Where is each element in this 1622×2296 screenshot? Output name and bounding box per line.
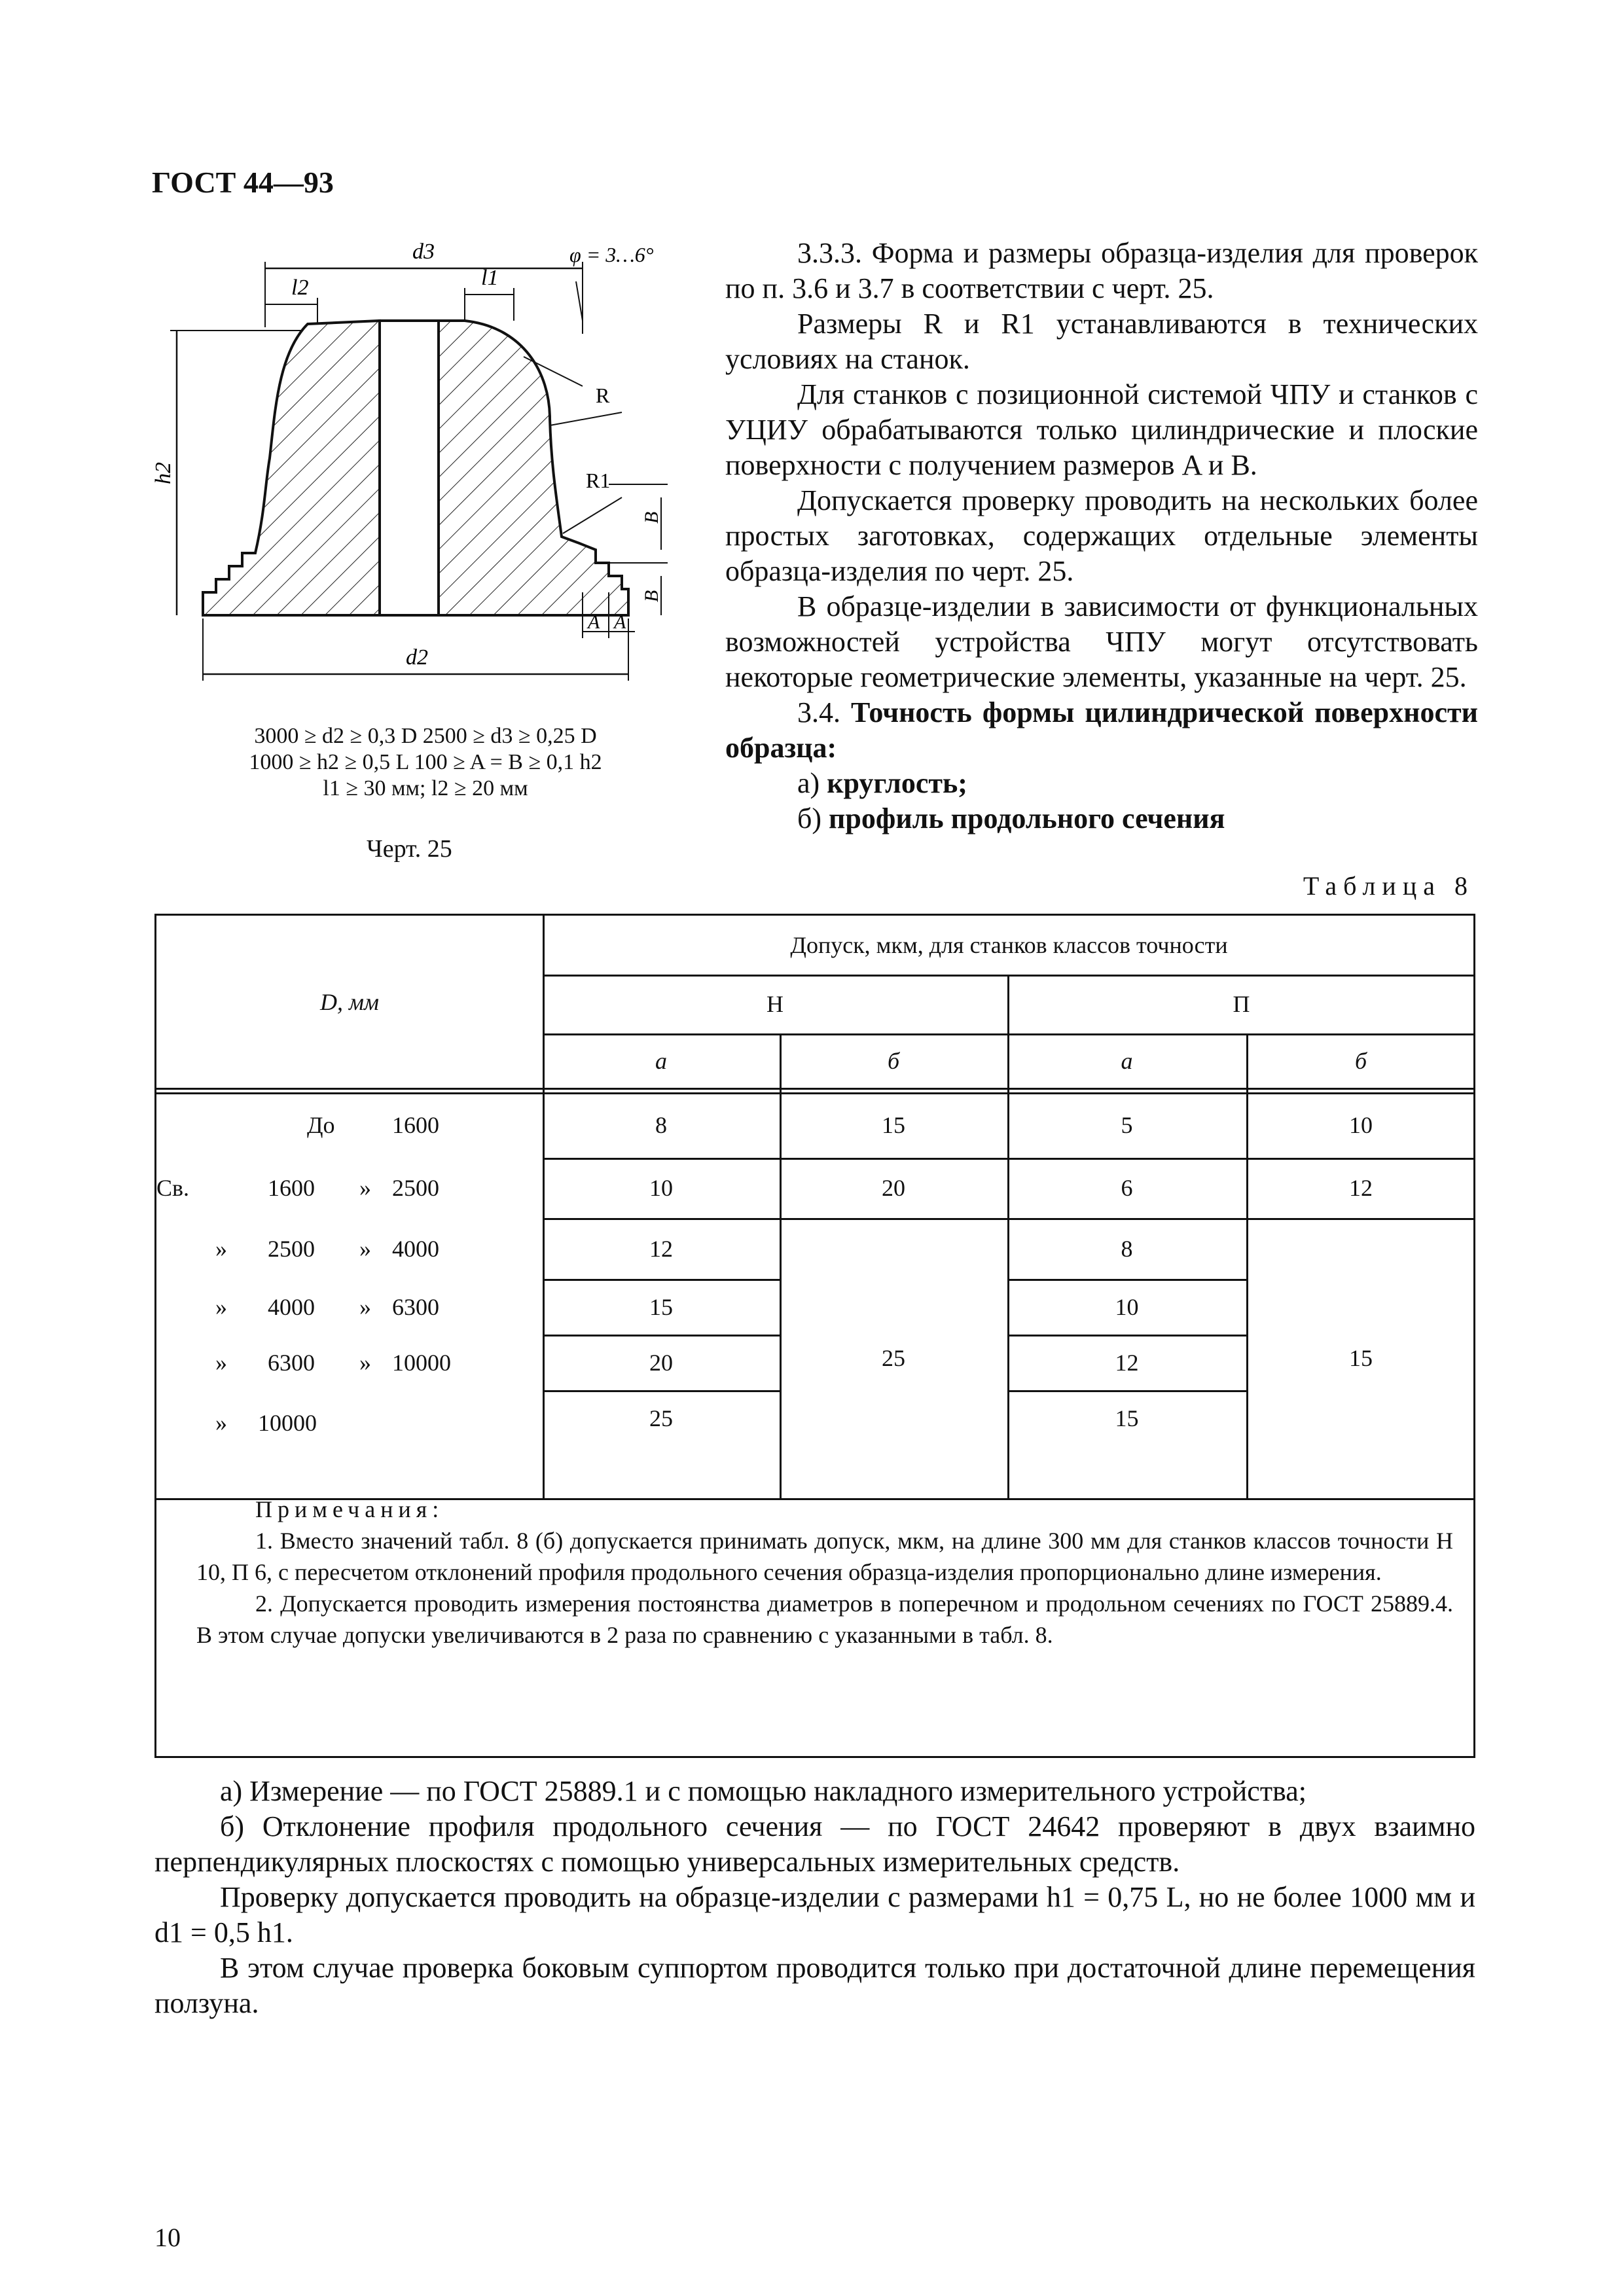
item-a-text: круглость; — [827, 767, 967, 799]
note-2: 2. Допускается проводить измерения постоянства диаметров в поперечном и продольном сечениях по ГОСТ 25889.4. В этом случае допуски увеличиваются в 2 раза по сравнению с указанными в табл. 8. — [196, 1590, 1453, 1648]
label-l2: l2 — [291, 276, 309, 300]
cell-r1-Pb: 10 — [1349, 1112, 1373, 1138]
cell-r2-Hb: 20 — [882, 1175, 905, 1201]
sub-P-b: б — [1354, 1047, 1367, 1074]
sub-P-a: а — [1121, 1047, 1133, 1074]
section-title: Точность формы цилиндрической поверхности образца: — [725, 696, 1478, 764]
notes-title: Примечания: — [255, 1496, 444, 1522]
item-a-prefix: а) — [797, 767, 820, 799]
sub-H-a: а — [655, 1047, 667, 1074]
cell-r3-Ha: 12 — [649, 1235, 673, 1262]
body-right-section — [439, 321, 628, 615]
note-1: 1. Вместо значений табл. 8 (б) допускается принимать допуск, мкм, на длине 300 мм для станков классов точности Н 10, П 6, с пересчетом отклонений профиля продольного сечения образца-изделия пропорционально длине измерения. — [196, 1528, 1453, 1585]
label-B-upper: B — [641, 511, 662, 524]
central-bore — [380, 321, 439, 615]
table-title: Таблица 8 — [1303, 871, 1474, 901]
label-A-1: A — [588, 611, 600, 633]
paragraph-3-4 — [725, 695, 1478, 766]
bottom-paragraph-a: а) Измерение — по ГОСТ 25889.1 и с помощью накладного измерительного устройства; — [220, 1775, 1307, 1807]
cell-r2-Pb: 12 — [1349, 1175, 1373, 1201]
paragraph-chpu: Для станков с позиционной системой ЧПУ и станков с УЦИУ обрабатываются только цилиндрические и плоские поверхности с получением размеров A и B. — [725, 378, 1478, 481]
cell-r2-Pa: 6 — [1121, 1175, 1133, 1201]
paragraph-R: Размеры R и R1 устанавливаются в технических условиях на станок. — [725, 308, 1478, 375]
body-left-section — [203, 321, 380, 615]
table-row-5-D: » 6300 » 10000 — [215, 1349, 451, 1376]
document-header: ГОСТ 44—93 — [152, 166, 334, 199]
label-B-lower: B — [641, 590, 662, 602]
cell-r1-Ha: 8 — [655, 1112, 667, 1138]
drawing-caption: Черт. 25 — [367, 835, 452, 863]
cell-r6-Ha: 25 — [649, 1405, 673, 1431]
table-row-2-D: Св. 1600 » 2500 — [156, 1175, 439, 1201]
cell-r1-Pa: 5 — [1121, 1112, 1133, 1138]
cell-r3-Pa: 8 — [1121, 1235, 1133, 1262]
paragraph-3-3-3: 3.3.3. Форма и размеры образца-изделия для проверок по п. 3.6 и 3.7 в соответствии с черт. 25. — [725, 237, 1478, 304]
label-l1: l1 — [481, 266, 499, 290]
table-row-3-D: » 2500 » 4000 — [215, 1235, 439, 1262]
label-R1: R1 — [586, 469, 611, 492]
cell-r5-Pa: 12 — [1115, 1349, 1139, 1376]
section-number: 3.4. — [797, 696, 840, 728]
bottom-paragraph-d: В этом случае проверка боковым суппортом проводится только при достаточной длине перемещения ползуна. — [154, 1952, 1475, 2019]
cell-merged-Pb: 15 — [1349, 1345, 1373, 1371]
drawing-conditions — [183, 723, 668, 802]
label-phi: φ = 3…6° — [569, 243, 654, 266]
condition-line-1: 3000 ≥ d2 ≥ 0,3 D 2500 ≥ d3 ≥ 0,25 D — [254, 724, 597, 748]
paragraph-simple-blanks: Допускается проверку проводить на нескольких более простых заготовках, содержащих отдельные элементы образца-изделия по черт. 25. — [725, 484, 1478, 587]
sub-H-b: б — [887, 1047, 900, 1074]
bottom-paragraph-c: Проверку допускается проводить на образце-изделии с размерами h1 = 0,75 L, но не более 1000 мм и d1 = 0,5 h1. — [154, 1881, 1475, 1948]
bottom-text — [154, 1774, 1475, 2021]
cell-r4-Ha: 15 — [649, 1293, 673, 1320]
bottom-paragraph-b: б) Отклонение профиля продольного сечения — по ГОСТ 24642 проверяют в двух взаимно перпендикулярных плоскостях с помощью универсальных измерительных средств. — [154, 1810, 1475, 1878]
cell-r4-Pa: 10 — [1115, 1293, 1139, 1320]
condition-line-3: l1 ≥ 30 мм; l2 ≥ 20 мм — [323, 776, 528, 800]
cell-r6-Pa: 15 — [1115, 1405, 1139, 1431]
label-h2: h2 — [151, 462, 175, 484]
item-b-prefix: б) — [797, 802, 822, 834]
cell-merged-Hb: 25 — [882, 1345, 905, 1371]
label-d3: d3 — [412, 240, 435, 264]
label-A-2: A — [614, 611, 626, 633]
item-a — [725, 766, 1478, 801]
table-notes — [196, 1494, 1453, 1651]
technical-drawing — [151, 236, 713, 707]
header-class-H: Н — [766, 991, 784, 1017]
page-number: 10 — [154, 2223, 181, 2252]
cell-r2-Ha: 10 — [649, 1175, 673, 1201]
condition-line-2: 1000 ≥ h2 ≥ 0,5 L 100 ≥ A = B ≥ 0,1 h2 — [249, 750, 602, 774]
header-class-P: П — [1233, 991, 1250, 1017]
cell-r5-Ha: 20 — [649, 1349, 673, 1376]
label-d2: d2 — [406, 645, 428, 670]
cell-r1-Hb: 15 — [882, 1112, 905, 1138]
item-b-text: профиль продольного сечения — [829, 802, 1225, 834]
table-row-1-D: До 1600 — [307, 1112, 439, 1138]
header-D: D, мм — [320, 988, 379, 1015]
table-row-6-D: » 10000 — [215, 1410, 317, 1436]
paragraph-functional: В образце-изделии в зависимости от функциональных возможностей устройства ЧПУ могут отсутствовать некоторые геометрические элементы, указанные на черт. 25. — [725, 590, 1478, 693]
label-R: R — [596, 384, 610, 407]
right-column-text — [725, 236, 1478, 836]
table-row-4-D: » 4000 » 6300 — [215, 1293, 439, 1320]
header-tolerance: Допуск, мкм, для станков классов точности — [790, 932, 1228, 958]
item-b — [725, 801, 1478, 836]
